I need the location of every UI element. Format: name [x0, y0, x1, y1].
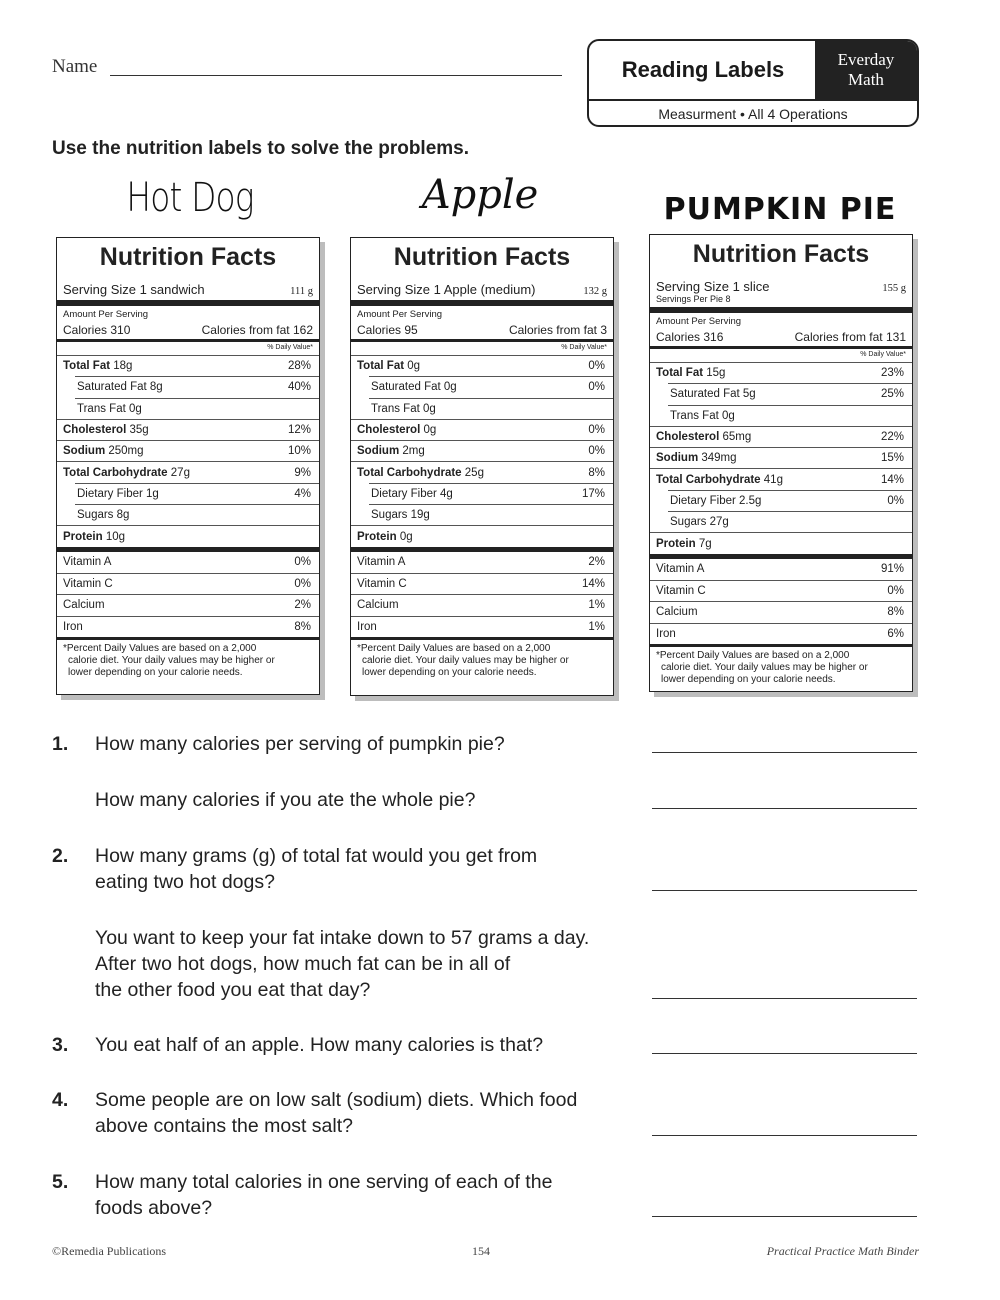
nutrient-percent: 9% — [294, 466, 311, 479]
nutrition-facts-title: Nutrition Facts — [692, 240, 870, 268]
serving-grams: 111 g — [290, 286, 313, 297]
nutrient — [63, 445, 144, 457]
daily-value-footnote — [351, 637, 613, 679]
nutrient-name: Cholesterol — [656, 431, 720, 444]
nutrient-amount: 8g — [149, 381, 163, 394]
daily-value-header: % Daily Value* — [561, 344, 607, 351]
daily-value-header: % Daily Value* — [267, 344, 313, 351]
nutrient — [357, 531, 413, 543]
nutrient — [371, 381, 457, 393]
nutrition-facts-title: Nutrition Facts — [99, 243, 277, 271]
vitamin-name: Iron — [656, 627, 676, 640]
question-number: 5. — [52, 1171, 69, 1193]
nutrient-amount: 5g — [742, 388, 756, 401]
footnote-line: *Percent Daily Values are based on a 2,000 — [63, 642, 257, 654]
nutrient-percent: 12% — [287, 424, 311, 437]
calories: Calories 310 — [63, 323, 131, 337]
question-number: 1. — [52, 733, 69, 755]
vitamin-row — [351, 594, 613, 615]
nutrient-row — [75, 483, 319, 504]
footnote-line: *Percent Daily Values are based on a 2,000 — [656, 649, 850, 661]
question-number: 4. — [52, 1089, 69, 1111]
vitamin-name: Iron — [357, 620, 377, 633]
nutrient-row — [650, 447, 912, 468]
nutrient-amount: 0g — [721, 409, 735, 422]
answer-line-1a[interactable] — [652, 752, 917, 753]
vitamin-percent: 0% — [294, 556, 311, 569]
nutrient-amount: 15g — [706, 367, 726, 380]
nutrient-row — [668, 490, 912, 511]
nutrient-amount: 41g — [763, 473, 783, 486]
nutrient — [656, 431, 751, 443]
vitamin-row — [57, 573, 319, 594]
vitamin-row — [351, 616, 613, 637]
serving-size-row — [650, 277, 912, 294]
nutrient-name: Protein — [63, 530, 103, 543]
calories-row — [351, 320, 613, 339]
name-row — [52, 56, 562, 78]
nutrient-amount: 0g — [399, 530, 413, 543]
nutrient-percent: 8% — [588, 466, 605, 479]
nutrient-amount: 0g — [423, 424, 437, 437]
serving-size: Serving Size 1 sandwich — [63, 282, 205, 297]
vitamin-row — [57, 616, 319, 637]
vitamin-name: Vitamin A — [63, 556, 112, 569]
nutrient-percent: 40% — [287, 381, 311, 394]
nutrient — [371, 488, 453, 500]
vitamin-name: Calcium — [656, 606, 698, 619]
nutrient-name: Cholesterol — [63, 424, 127, 437]
nutrient-row — [351, 355, 613, 376]
question-text: eating two hot dogs? — [95, 871, 275, 893]
nutrient-percent: 22% — [880, 431, 904, 444]
nutrient-name: Total Fat — [656, 367, 704, 380]
nutrient-name: Dietary Fiber — [77, 487, 143, 500]
vitamin-row — [351, 573, 613, 594]
nutrient — [77, 509, 129, 521]
question-text: You want to keep your fat intake down to 57 grams a day. — [95, 927, 590, 949]
nutrient-name: Sugars — [77, 509, 114, 522]
servings-per-container: Servings Per Pie 8 — [656, 294, 731, 304]
nutrition-facts-title: Nutrition Facts — [393, 243, 571, 271]
calories-from-fat: Calories from fat 131 — [794, 330, 906, 344]
nutrient-row — [668, 511, 912, 532]
nutrient-row — [75, 504, 319, 525]
footnote-line: lower depending on your calorie needs. — [661, 673, 836, 685]
nutrient — [63, 467, 190, 479]
nutrient-row — [57, 355, 319, 376]
nutrient-row — [57, 440, 319, 461]
nutrient-amount: 8g — [116, 509, 130, 522]
nutrient-percent: 0% — [588, 381, 605, 394]
nutrient-name: Sodium — [357, 445, 400, 458]
nutrient-name: Trans Fat — [670, 409, 719, 422]
vitamin-percent: 14% — [581, 578, 605, 591]
series-line-2: Math — [848, 70, 884, 89]
nutrient-row — [57, 461, 319, 482]
nutrient — [63, 360, 132, 372]
vitamin-percent: 1% — [588, 620, 605, 633]
nutrient-percent: 0% — [588, 360, 605, 373]
serving-size-row — [351, 280, 613, 297]
question-text: How many total calories in one serving of each of the — [95, 1171, 553, 1193]
nutrient-name: Total Carbohydrate — [357, 466, 462, 479]
serving-size: Serving Size 1 Apple (medium) — [357, 282, 536, 297]
nutrient-row — [650, 426, 912, 447]
nutrient-percent: 4% — [294, 487, 311, 500]
nutrient-name: Saturated Fat — [371, 381, 441, 394]
vitamin-row — [650, 559, 912, 580]
question-text: foods above? — [95, 1197, 213, 1219]
nutrient-amount: 27g — [709, 516, 729, 529]
nutrient-name: Dietary Fiber — [670, 494, 736, 507]
nutrient-amount: 27g — [170, 466, 190, 479]
nutrient-amount: 4g — [440, 487, 453, 500]
question-text: Some people are on low salt (sodium) diets. Which food — [95, 1089, 578, 1111]
nutrition-label-pumpkin-pie — [649, 234, 913, 692]
question-text: the other food you eat that day? — [95, 979, 371, 1001]
nutrient-percent: 28% — [287, 360, 311, 373]
serving-size-row — [57, 280, 319, 297]
vitamin-percent: 2% — [294, 599, 311, 612]
nutrient-name: Total Fat — [63, 360, 111, 373]
daily-value-footnote — [57, 637, 319, 679]
nutrient — [357, 467, 484, 479]
footnote-line: calorie diet. Your daily values may be higher or — [68, 654, 275, 666]
nutrient-name: Sugars — [371, 509, 408, 522]
nutrient-name: Dietary Fiber — [371, 487, 437, 500]
nutrient-name: Protein — [357, 530, 397, 543]
nutrient-name: Sodium — [63, 445, 106, 458]
nutrient-name: Trans Fat — [371, 402, 420, 415]
series-badge — [815, 41, 917, 99]
vitamin-name: Vitamin C — [357, 578, 407, 591]
question-text: How many grams (g) of total fat would you get from — [95, 845, 538, 867]
nutrient-amount: 0g — [407, 360, 421, 373]
nutrient-row — [75, 398, 319, 419]
nutrient-row — [650, 468, 912, 489]
nutrient — [63, 531, 125, 543]
answer-line-3[interactable] — [652, 1053, 917, 1054]
nutrient-row — [351, 525, 613, 546]
vitamin-percent: 6% — [887, 627, 904, 640]
vitamin-percent: 0% — [887, 585, 904, 598]
nutrient-amount: 0g — [422, 402, 436, 415]
question-text: How many calories per serving of pumpkin pie? — [95, 733, 505, 755]
food-title-hotdog: Hot Dog — [126, 175, 254, 221]
calories-row — [57, 320, 319, 339]
nutrient-row — [650, 532, 912, 553]
nutrient — [371, 509, 430, 521]
footnote-line: lower depending on your calorie needs. — [362, 666, 537, 678]
nutrient — [77, 381, 163, 393]
nutrient — [77, 403, 142, 415]
instructions: Use the nutrition labels to solve the problems. — [52, 138, 470, 159]
worksheet-subtitle: Measurment • All 4 Operations — [589, 99, 917, 127]
vitamin-percent: 0% — [294, 578, 311, 591]
nutrient-name: Saturated Fat — [670, 388, 740, 401]
vitamin-percent: 1% — [588, 599, 605, 612]
nutrient-amount: 7g — [698, 537, 712, 550]
calories: Calories 316 — [656, 330, 724, 344]
question-text: After two hot dogs, how much fat can be in all of — [95, 953, 511, 975]
nutrient-percent: 17% — [581, 487, 605, 500]
nutrient-name: Total Carbohydrate — [656, 473, 761, 486]
calories-from-fat: Calories from fat 162 — [201, 323, 313, 337]
question-text: above contains the most salt? — [95, 1115, 353, 1137]
vitamin-row — [57, 594, 319, 615]
vitamin-name: Iron — [63, 620, 83, 633]
nutrient-amount: 250mg — [108, 445, 144, 458]
nutrient — [656, 452, 737, 464]
nutrient-percent: 15% — [880, 452, 904, 465]
nutrient — [63, 424, 149, 436]
nutrient-percent: 0% — [588, 445, 605, 458]
vitamin-row — [650, 601, 912, 622]
vitamin-percent: 2% — [588, 556, 605, 569]
nutrient-name: Sodium — [656, 452, 699, 465]
amount-per-serving: Amount Per Serving — [63, 309, 149, 320]
answer-line-4[interactable] — [652, 1135, 917, 1136]
daily-value-header: % Daily Value* — [860, 351, 906, 358]
nutrient-row — [75, 376, 319, 397]
nutrient-amount: 10g — [105, 530, 126, 543]
vitamin-row — [351, 552, 613, 573]
nutrient-amount: 0g — [128, 402, 142, 415]
nutrient-amount: 349mg — [701, 452, 737, 465]
footer-page-number: 154 — [472, 1244, 490, 1258]
nutrient-row — [369, 483, 613, 504]
nutrient — [670, 516, 729, 528]
nutrient — [371, 403, 436, 415]
nutrient — [670, 388, 756, 400]
nutrient-row — [57, 419, 319, 440]
footer-publisher: ©Remedia Publications — [52, 1244, 167, 1258]
nutrient-amount: 1g — [146, 487, 159, 500]
answer-line-1b[interactable] — [652, 808, 917, 809]
nutrient — [357, 360, 420, 372]
nutrient-percent: 25% — [880, 388, 904, 401]
vitamin-name: Calcium — [357, 599, 399, 612]
calories-from-fat: Calories from fat 3 — [508, 323, 607, 337]
footnote-line: calorie diet. Your daily values may be higher or — [661, 661, 868, 673]
nutrient-percent: 0% — [588, 424, 605, 437]
vitamin-row — [650, 623, 912, 644]
amount-per-serving: Amount Per Serving — [357, 309, 443, 320]
footer-book-title: Practical Practice Math Binder — [766, 1244, 919, 1258]
question-number: 2. — [52, 845, 69, 867]
calories: Calories 95 — [357, 323, 418, 337]
food-title-apple: Apple — [421, 172, 539, 218]
nutrient — [656, 474, 783, 486]
nutrient-percent: 10% — [287, 445, 311, 458]
nutrient-percent: 23% — [880, 367, 904, 380]
nutrient — [670, 410, 735, 422]
vitamin-percent: 8% — [887, 606, 904, 619]
nutrient — [77, 488, 159, 500]
name-label: Name — [52, 56, 98, 77]
serving-grams: 155 g — [882, 283, 906, 294]
nutrient-amount: 18g — [113, 360, 133, 373]
footnote-line: lower depending on your calorie needs. — [68, 666, 243, 678]
nutrient-row — [351, 461, 613, 482]
vitamin-name: Vitamin C — [63, 578, 113, 591]
nutrient-row — [668, 383, 912, 404]
nutrition-label-apple — [350, 237, 614, 696]
name-line[interactable] — [110, 75, 562, 76]
nutrient-row — [650, 362, 912, 383]
nutrient-amount: 25g — [464, 466, 484, 479]
vitamin-name: Vitamin A — [357, 556, 406, 569]
question-text: How many calories if you ate the whole pie? — [95, 789, 476, 811]
vitamin-name: Vitamin A — [656, 563, 705, 576]
nutrient-row — [369, 398, 613, 419]
nutrient-name: Trans Fat — [77, 402, 126, 415]
nutrient-amount: 65mg — [722, 431, 752, 444]
nutrient-name: Saturated Fat — [77, 381, 147, 394]
nutrient-amount: 35g — [129, 424, 149, 437]
vitamin-name: Vitamin C — [656, 585, 706, 598]
answer-line-5[interactable] — [652, 1216, 917, 1217]
vitamin-percent: 91% — [880, 563, 904, 576]
nutrient — [656, 367, 725, 379]
vitamin-row — [650, 580, 912, 601]
nutrient-name: Total Fat — [357, 360, 405, 373]
answer-line-2a[interactable] — [652, 890, 917, 891]
nutrition-label-hotdog — [56, 237, 320, 695]
vitamin-percent: 8% — [294, 620, 311, 633]
nutrient-percent: 14% — [880, 473, 904, 486]
footnote-line: calorie diet. Your daily values may be higher or — [362, 654, 569, 666]
series-line-1: Everday — [837, 50, 895, 69]
nutrient-amount: 19g — [410, 509, 430, 522]
worksheet-title: Reading Labels — [621, 57, 785, 82]
question-text: You eat half of an apple. How many calories is that? — [95, 1034, 544, 1056]
nutrient — [670, 495, 761, 507]
question-number: 3. — [52, 1034, 69, 1056]
vitamin-name: Calcium — [63, 599, 105, 612]
nutrient — [656, 538, 712, 550]
footnote-line: *Percent Daily Values are based on a 2,000 — [357, 642, 551, 654]
answer-line-2b[interactable] — [652, 998, 917, 999]
amount-per-serving: Amount Per Serving — [656, 316, 742, 327]
serving-grams: 132 g — [583, 286, 607, 297]
nutrient — [357, 445, 425, 457]
nutrient-name: Total Carbohydrate — [63, 466, 168, 479]
nutrient-amount: 2mg — [402, 445, 425, 458]
nutrient-row — [369, 504, 613, 525]
nutrient-amount: 0g — [443, 381, 457, 394]
nutrient-row — [351, 419, 613, 440]
vitamin-row — [57, 552, 319, 573]
nutrient-name: Protein — [656, 537, 696, 550]
calories-row — [650, 327, 912, 346]
nutrient-row — [57, 525, 319, 546]
nutrient-row — [351, 440, 613, 461]
nutrient-row — [369, 376, 613, 397]
nutrient-name: Sugars — [670, 516, 707, 529]
title-box — [587, 39, 919, 127]
nutrient — [357, 424, 436, 436]
nutrient-percent: 0% — [887, 494, 904, 507]
nutrient-amount: 2.5g — [739, 494, 762, 507]
nutrient-name: Cholesterol — [357, 424, 421, 437]
nutrient-row — [668, 405, 912, 426]
daily-value-footnote — [650, 644, 912, 686]
serving-size: Serving Size 1 slice — [656, 279, 770, 294]
food-title-pumpkin-pie: PUMPKIN PIE — [663, 192, 897, 227]
